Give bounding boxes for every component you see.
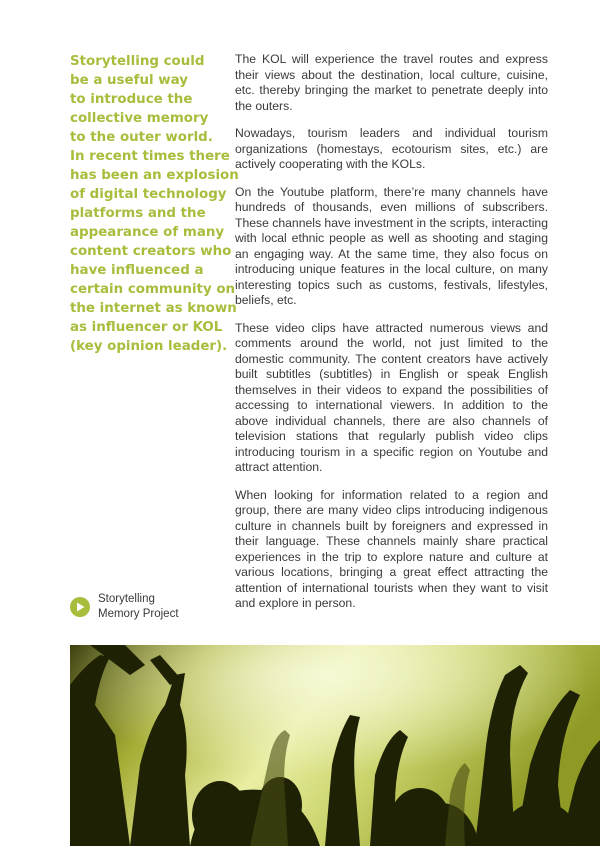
pull-quote-line: (key opinion leader). (70, 339, 228, 354)
body-paragraph: When looking for information related to a region and group, there are many video clips introducing indigenous culture in channels built by foreigners and expressed in their language. These channels mainly share practical experiences in the trip to explore nature and culture at various locations, bringing a great effect attracting the attention of international tourists when they want to visit and explore in person. (235, 487, 548, 610)
project-label (70, 592, 179, 622)
pull-quote-line: Storytelling could (70, 54, 205, 69)
body-column (235, 52, 548, 624)
body-paragraph: Nowadays, tourism leaders and individual tourism organizations (homestays, ecotourism sites, etc.) are actively cooperating with the KOLs. (235, 126, 548, 171)
pull-quote-line: In recent times there (70, 149, 230, 164)
play-icon (70, 597, 90, 617)
pull-quote-line: has been an explosion (70, 168, 239, 183)
pull-quote-line: be a useful way (70, 73, 188, 88)
pull-quote-line: collective memory (70, 111, 209, 126)
body-paragraph: These video clips have attracted numerous views and comments around the world, not just limited to the domestic community. The content creators have actively built subtitles (subtitles) in English or speak English themselves in their videos to expand the possibilities of accessing to international viewers. In addition to the above individual channels, there are also channels of television stations that regularly publish video clips introducing tourism in a specific region on Youtube and attract attention. (235, 320, 548, 474)
concert-crowd-photo (70, 645, 600, 846)
pull-quote (70, 52, 239, 356)
project-line-1: Storytelling (98, 593, 155, 605)
pull-quote-line: the internet as known (70, 301, 237, 316)
pull-quote-line: have influenced a (70, 263, 204, 278)
pull-quote-line: certain community on (70, 282, 236, 297)
pull-quote-line: as influencer or KOL (70, 320, 223, 335)
pull-quote-line: of digital technology (70, 187, 227, 202)
project-text (98, 592, 179, 622)
concert-crowd-illustration (70, 645, 600, 846)
pull-quote-line: platforms and the (70, 206, 206, 221)
project-line-2: Memory Project (98, 608, 179, 620)
body-paragraph: The KOL will experience the travel routes and express their views about the destination, local culture, cuisine, etc. thereby bringing the market to penetrate deeply into the outers. (235, 52, 548, 113)
body-paragraph: On the Youtube platform, there’re many channels have hundreds of thousands, even millions of subscribers. These channels have investment in the scripts, interacting with local ethnic people as well as shooting and staging an engaging way. At the same time, they also focus on introducing unique features in the local culture, on many interesting topics such as customs, festivals, lifestyles, beliefs, etc. (235, 184, 548, 307)
pull-quote-line: content creators who (70, 244, 232, 259)
pull-quote-line: to introduce the (70, 92, 193, 107)
pull-quote-line: to the outer world. (70, 130, 213, 145)
pull-quote-line: appearance of many (70, 225, 225, 240)
